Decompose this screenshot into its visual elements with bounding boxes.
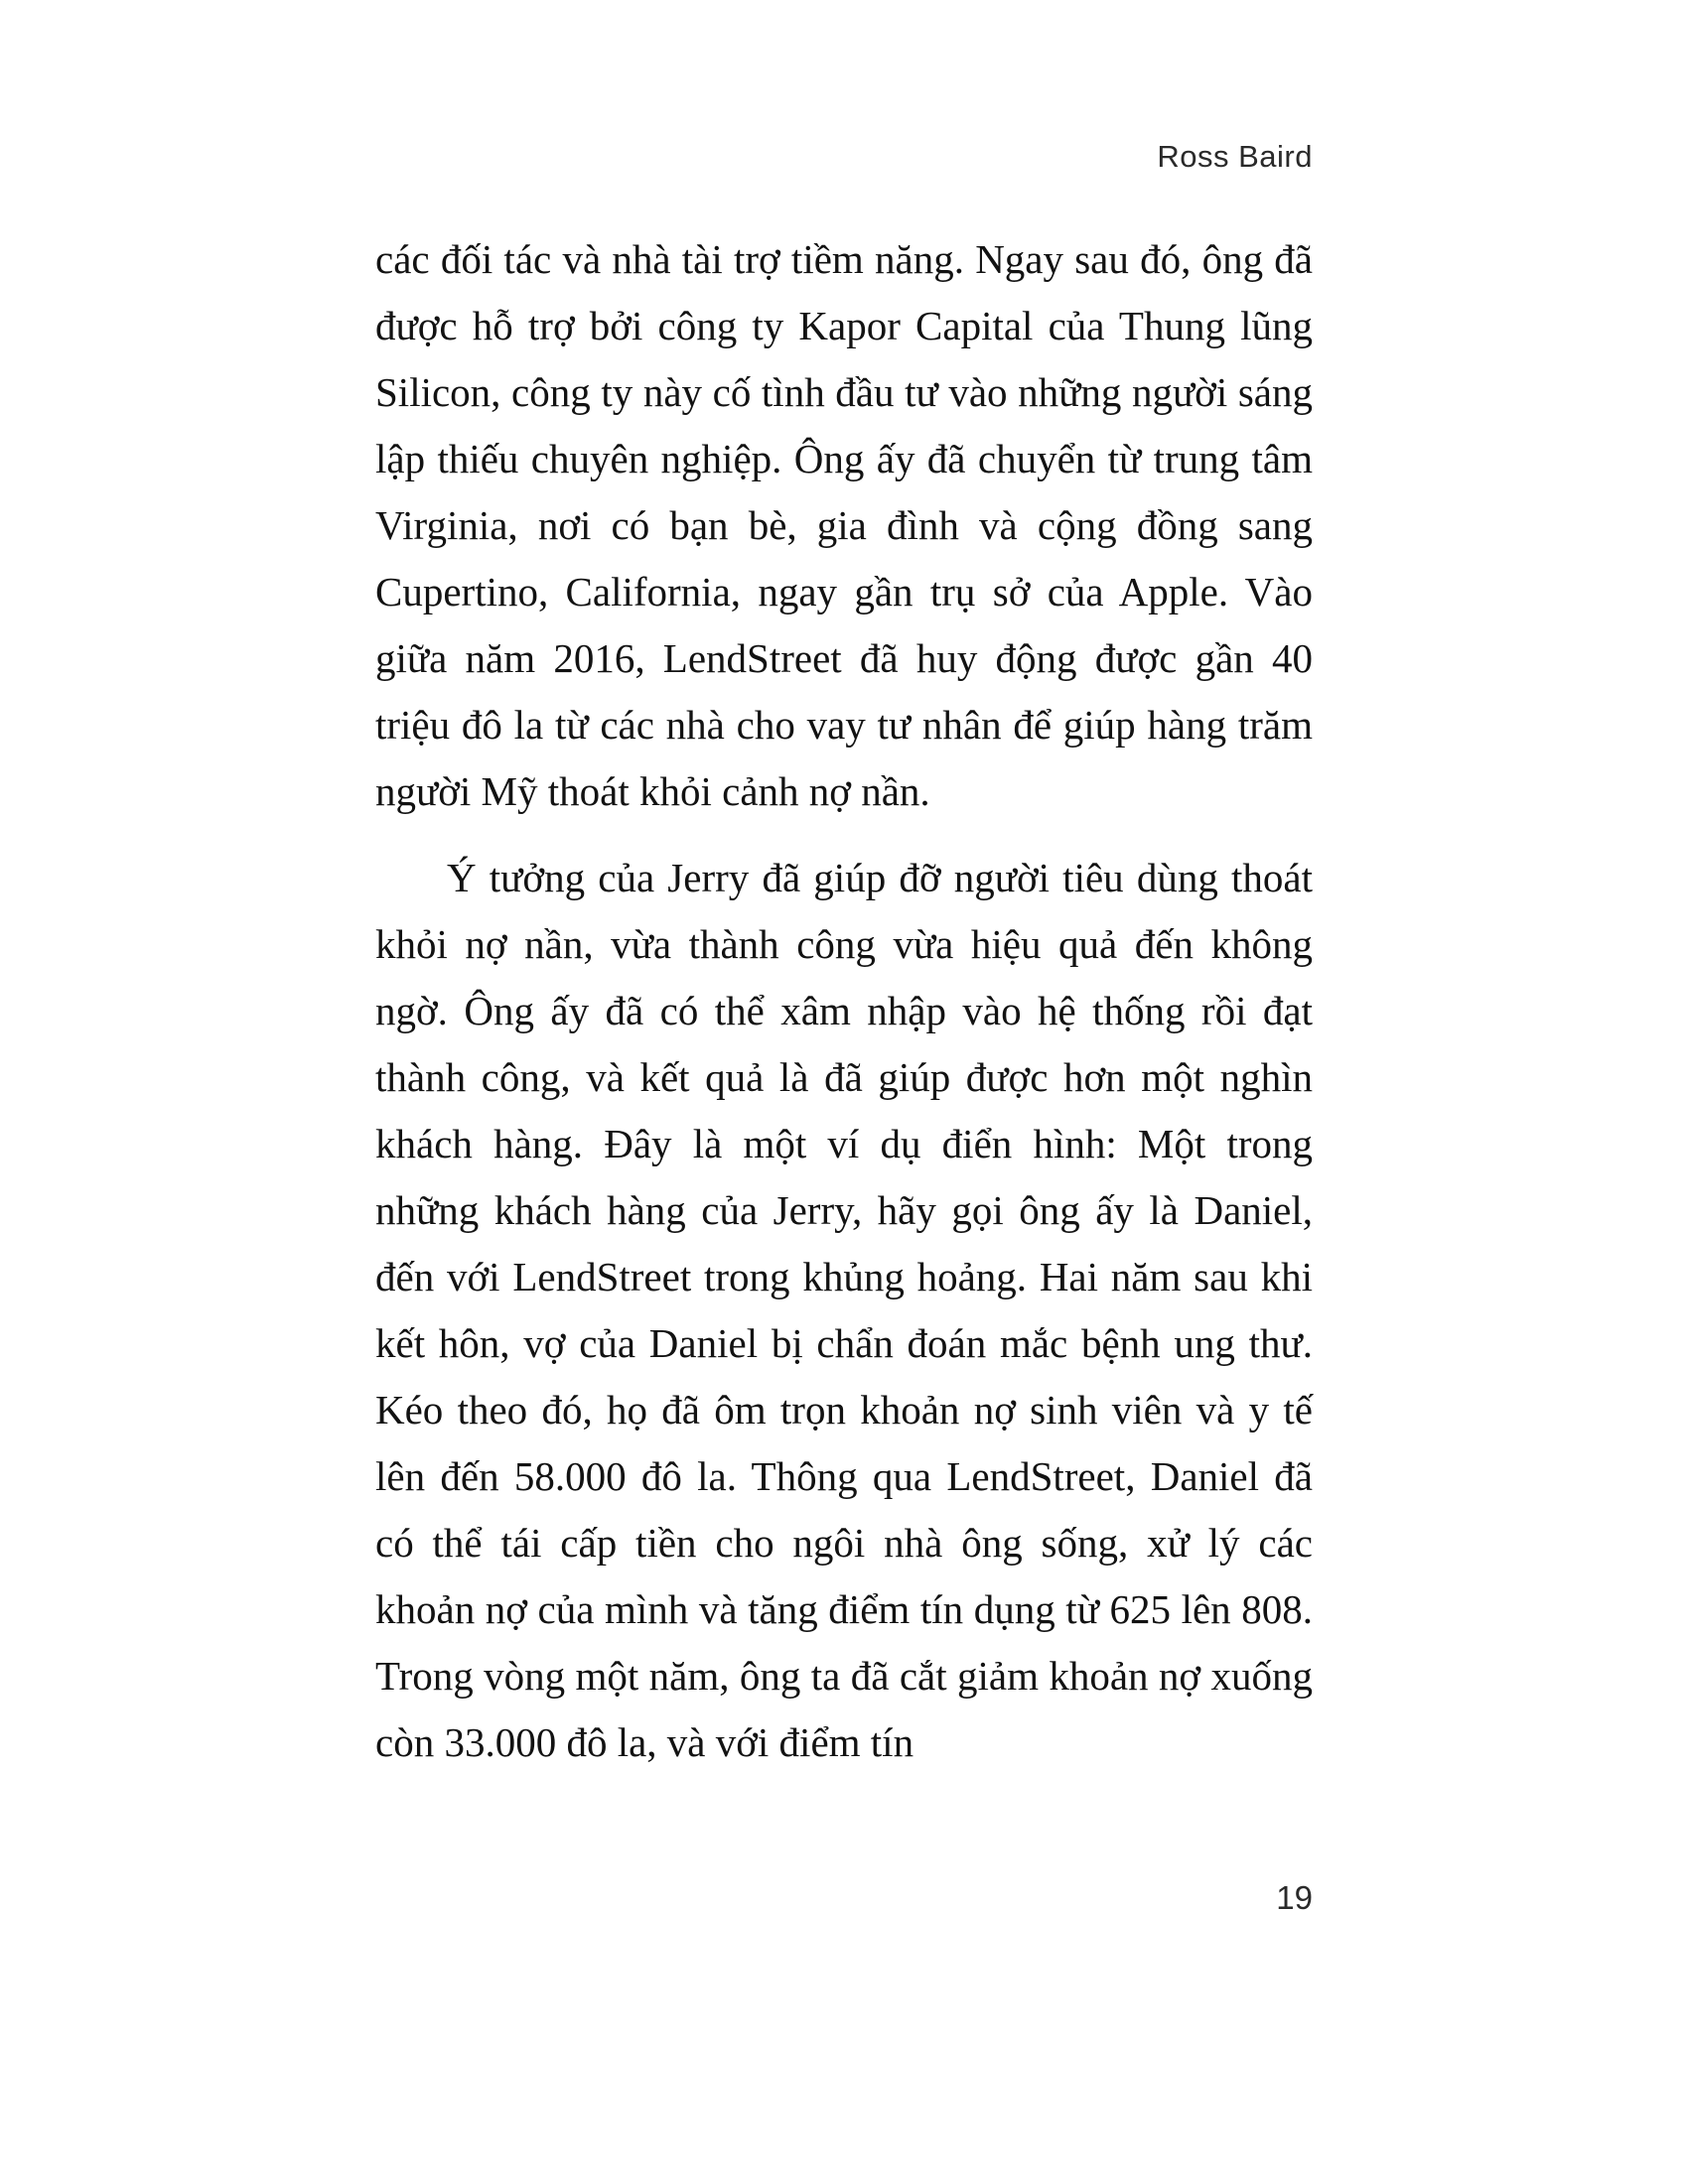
body-text xyxy=(375,226,1313,1796)
page-number: 19 xyxy=(1276,1879,1313,1916)
paragraph: các đối tác và nhà tài trợ tiềm năng. Ngay sau đó, ông đã được hỗ trợ bởi công ty Kapor Capital của Thung lũng Silicon, công ty này cố tình đầu tư vào những người sáng lập thiếu chuyên nghiệp. Ông ấy đã chuyển từ trung tâm Virginia, nơi có bạn bè, gia đình và cộng đồng sang Cupertino, California, ngay gần trụ sở của Apple. Vào giữa năm 2016, LendStreet đã huy động được gần 40 triệu đô la từ các nhà cho vay tư nhân để giúp hàng trăm người Mỹ thoát khỏi cảnh nợ nần. xyxy=(375,236,1313,814)
paragraph: Ý tưởng của Jerry đã giúp đỡ người tiêu dùng thoát khỏi nợ nần, vừa thành công vừa hiệu quả đến không ngờ. Ông ấy đã có thể xâm nhập vào hệ thống rồi đạt thành công, và kết quả là đã giúp được hơn một nghìn khách hàng. Đây là một ví dụ điển hình: Một trong những khách hàng của Jerry, hãy gọi ông ấy là Daniel, đến với LendStreet trong khủng hoảng. Hai năm sau khi kết hôn, vợ của Daniel bị chẩn đoán mắc bệnh ung thư. Kéo theo đó, họ đã ôm trọn khoản nợ sinh viên và y tế lên đến 58.000 đô la. Thông qua LendStreet, Daniel đã có thể tái cấp tiền cho ngôi nhà ông sống, xử lý các khoản nợ của mình và tăng điểm tín dụng từ 625 lên 808. Trong vòng một năm, ông ta đã cắt giảm khoản nợ xuống còn 33.000 đô la, và với điểm tín xyxy=(375,855,1313,1765)
running-header: Ross Baird xyxy=(1157,139,1313,174)
